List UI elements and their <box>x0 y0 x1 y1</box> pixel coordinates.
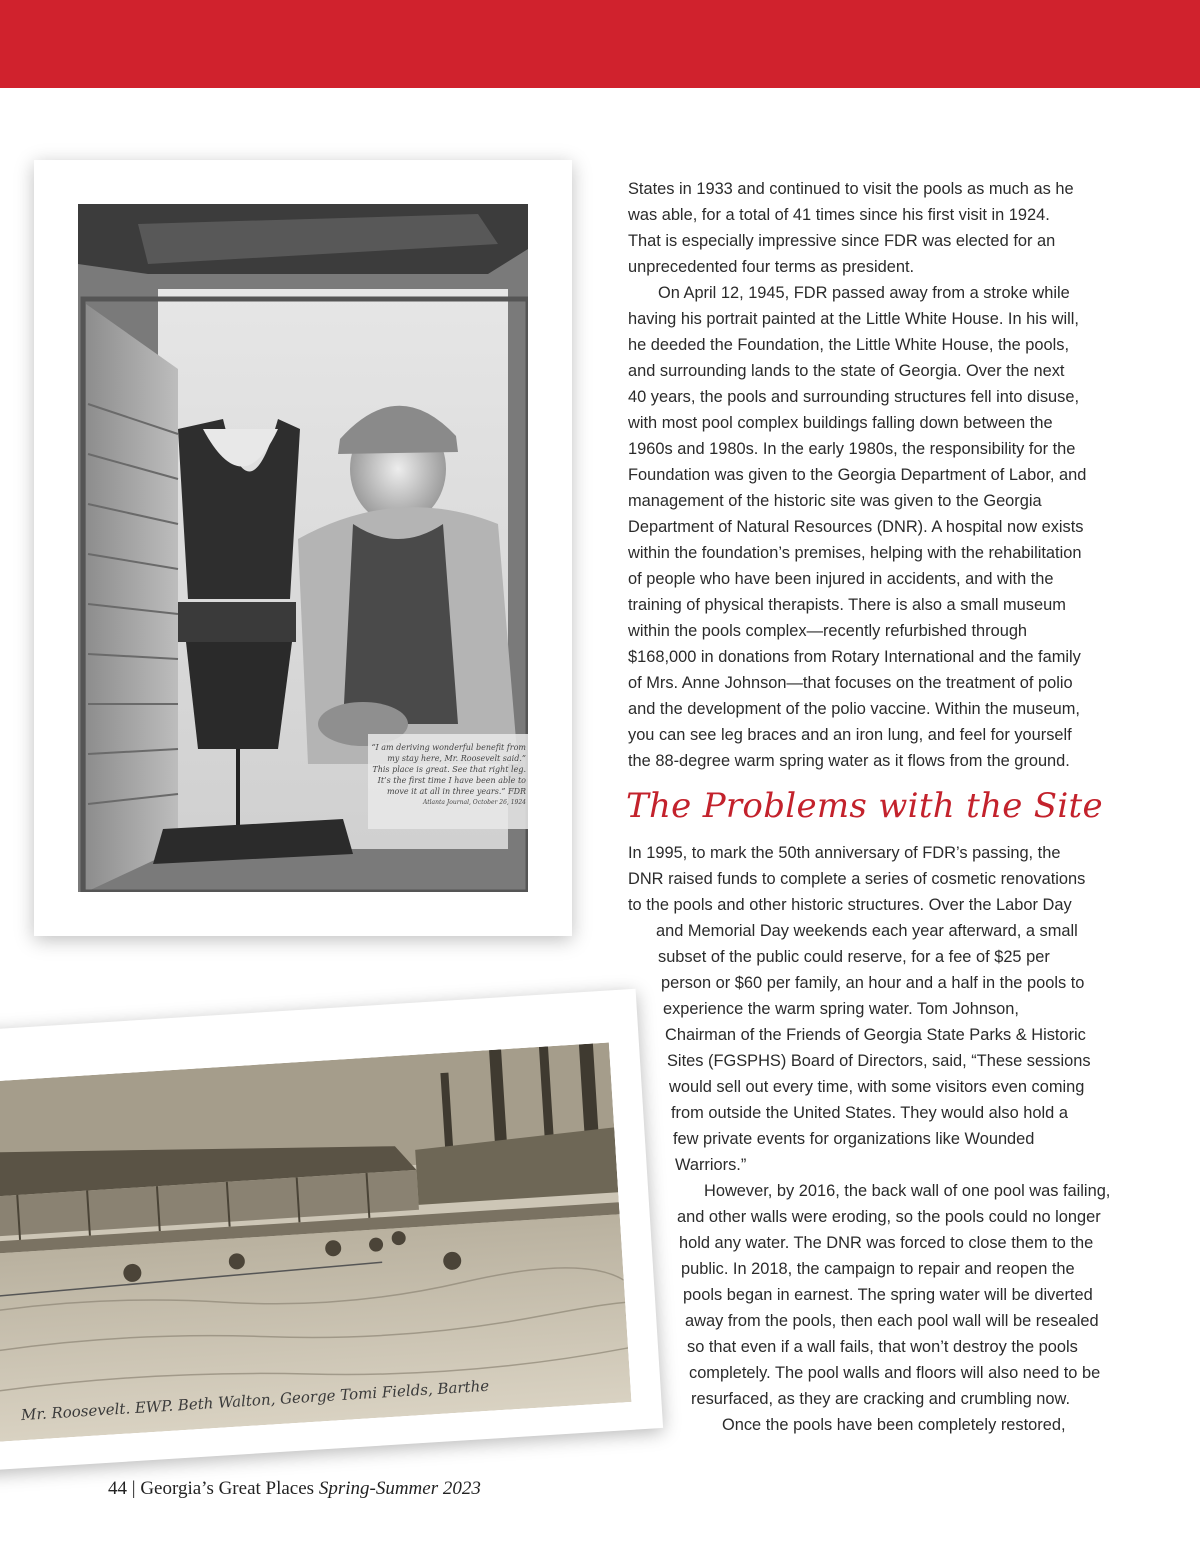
text-line: within the pools complex—recently refurbished through <box>628 622 1028 640</box>
photo-pool-frame <box>0 989 663 1471</box>
text-line: On April 12, 1945, FDR passed away from a stroke while <box>658 284 1070 302</box>
photo-handwritten-caption: Mr. Roosevelt. EWP. Beth Walton, George Tomi Fields, Barthe <box>20 1376 490 1425</box>
text-line: would sell out every time, with some visitors even coming <box>669 1078 1085 1096</box>
text-line: Foundation was given to the Georgia Department of Labor, and <box>628 466 1087 484</box>
text-line: subset of the public could reserve, for a fee of $25 per <box>658 948 1050 966</box>
article-body-bottom <box>628 840 1110 1438</box>
text-line: and the development of the polio vaccine. Within the museum, <box>628 700 1080 718</box>
text-line: and surrounding lands to the state of Georgia. Over the next <box>628 362 1065 380</box>
section-heading: The Problems with the Site <box>626 786 1103 826</box>
text-line: of Mrs. Anne Johnson—that focuses on the treatment of polio <box>628 674 1073 692</box>
text-line: unprecedented four terms as president. <box>628 258 915 276</box>
text-line: and Memorial Day weekends each year afterward, a small <box>656 922 1078 940</box>
photo-museum-display-frame <box>34 160 572 936</box>
text-line: within the foundation’s premises, helping with the rehabilitation <box>628 544 1082 562</box>
text-line: few private events for organizations like Wounded <box>673 1130 1035 1148</box>
text-line: States in 1933 and continued to visit the pools as much as he <box>628 180 1074 198</box>
top-color-band <box>0 0 1200 88</box>
text-line: so that even if a wall fails, that won’t destroy the pools <box>687 1338 1078 1356</box>
photo-caption-quote: “I am deriving wonderful benefit from my stay here, Mr. Roosevelt said.” This place is great. See that right leg. It’s the first time I have been able to move it at all in three years.” FDR Atlanta Journal, October 26, 1924 <box>371 743 526 806</box>
text-line: person or $60 per family, an hour and a half in the pools to <box>661 974 1085 992</box>
text-line: with most pool complex buildings falling down between the <box>628 414 1053 432</box>
text-line: Once the pools have been completely restored, <box>722 1416 1066 1434</box>
text-line: to the pools and other historic structures. Over the Labor Day <box>628 896 1072 914</box>
text-line: Warriors.” <box>675 1156 747 1174</box>
text-line: DNR raised funds to complete a series of cosmetic renovations <box>628 870 1086 888</box>
text-line: experience the warm spring water. Tom Johnson, <box>663 1000 1019 1018</box>
text-line: Chairman of the Friends of Georgia State Parks & Historic <box>665 1026 1086 1044</box>
text-line: However, by 2016, the back wall of one pool was failing, <box>704 1182 1111 1200</box>
text-line: you can see leg braces and an iron lung, and feel for yourself <box>628 726 1072 744</box>
text-line: having his portrait painted at the Little White House. In his will, <box>628 310 1079 328</box>
page-footer <box>108 1478 481 1500</box>
issue-name: Spring-Summer 2023 <box>318 1478 481 1499</box>
text-line: and other walls were eroding, so the pools could no longer <box>677 1208 1101 1226</box>
text-line: completely. The pool walls and floors will also need to be <box>689 1364 1101 1382</box>
text-line: $168,000 in donations from Rotary International and the family <box>628 648 1081 666</box>
text-line: In 1995, to mark the 50th anniversary of FDR’s passing, the <box>628 844 1061 862</box>
text-line: resurfaced, as they are cracking and crumbling now. <box>691 1390 1071 1408</box>
pool-image <box>0 1043 631 1442</box>
text-line: Department of Natural Resources (DNR). A hospital now exists <box>628 518 1084 536</box>
article-body-top <box>628 176 1128 774</box>
footer-separator: | <box>131 1478 136 1499</box>
photo-museum-display <box>78 204 528 892</box>
text-line: from outside the United States. They would also hold a <box>671 1104 1068 1122</box>
text-line: hold any water. The DNR was forced to close them to the <box>679 1234 1094 1252</box>
photo-pool <box>0 1043 631 1442</box>
text-line: the 88-degree warm spring water as it flows from the ground. <box>628 752 1070 770</box>
text-line: of people who have been injured in accidents, and with the <box>628 570 1054 588</box>
text-line: 40 years, the pools and surrounding structures fell into disuse, <box>628 388 1079 406</box>
text-line: away from the pools, then each pool wall will be resealed <box>685 1312 1099 1330</box>
text-line: public. In 2018, the campaign to repair and reopen the <box>681 1260 1075 1278</box>
text-line: Sites (FGSPHS) Board of Directors, said, “These sessions <box>667 1052 1091 1070</box>
text-line: management of the historic site was given to the Georgia <box>628 492 1042 510</box>
text-line: That is especially impressive since FDR was elected for an <box>628 232 1056 250</box>
text-line: pools began in earnest. The spring water will be diverted <box>683 1286 1093 1304</box>
text-line: he deeded the Foundation, the Little White House, the pools, <box>628 336 1070 354</box>
text-line: 1960s and 1980s. In the early 1980s, the responsibility for the <box>628 440 1076 458</box>
text-line: training of physical therapists. There is also a small museum <box>628 596 1066 614</box>
text-line: was able, for a total of 41 times since his first visit in 1924. <box>628 206 1050 224</box>
page-number: 44 <box>108 1478 127 1499</box>
publication-name: Georgia’s Great Places <box>140 1478 315 1499</box>
